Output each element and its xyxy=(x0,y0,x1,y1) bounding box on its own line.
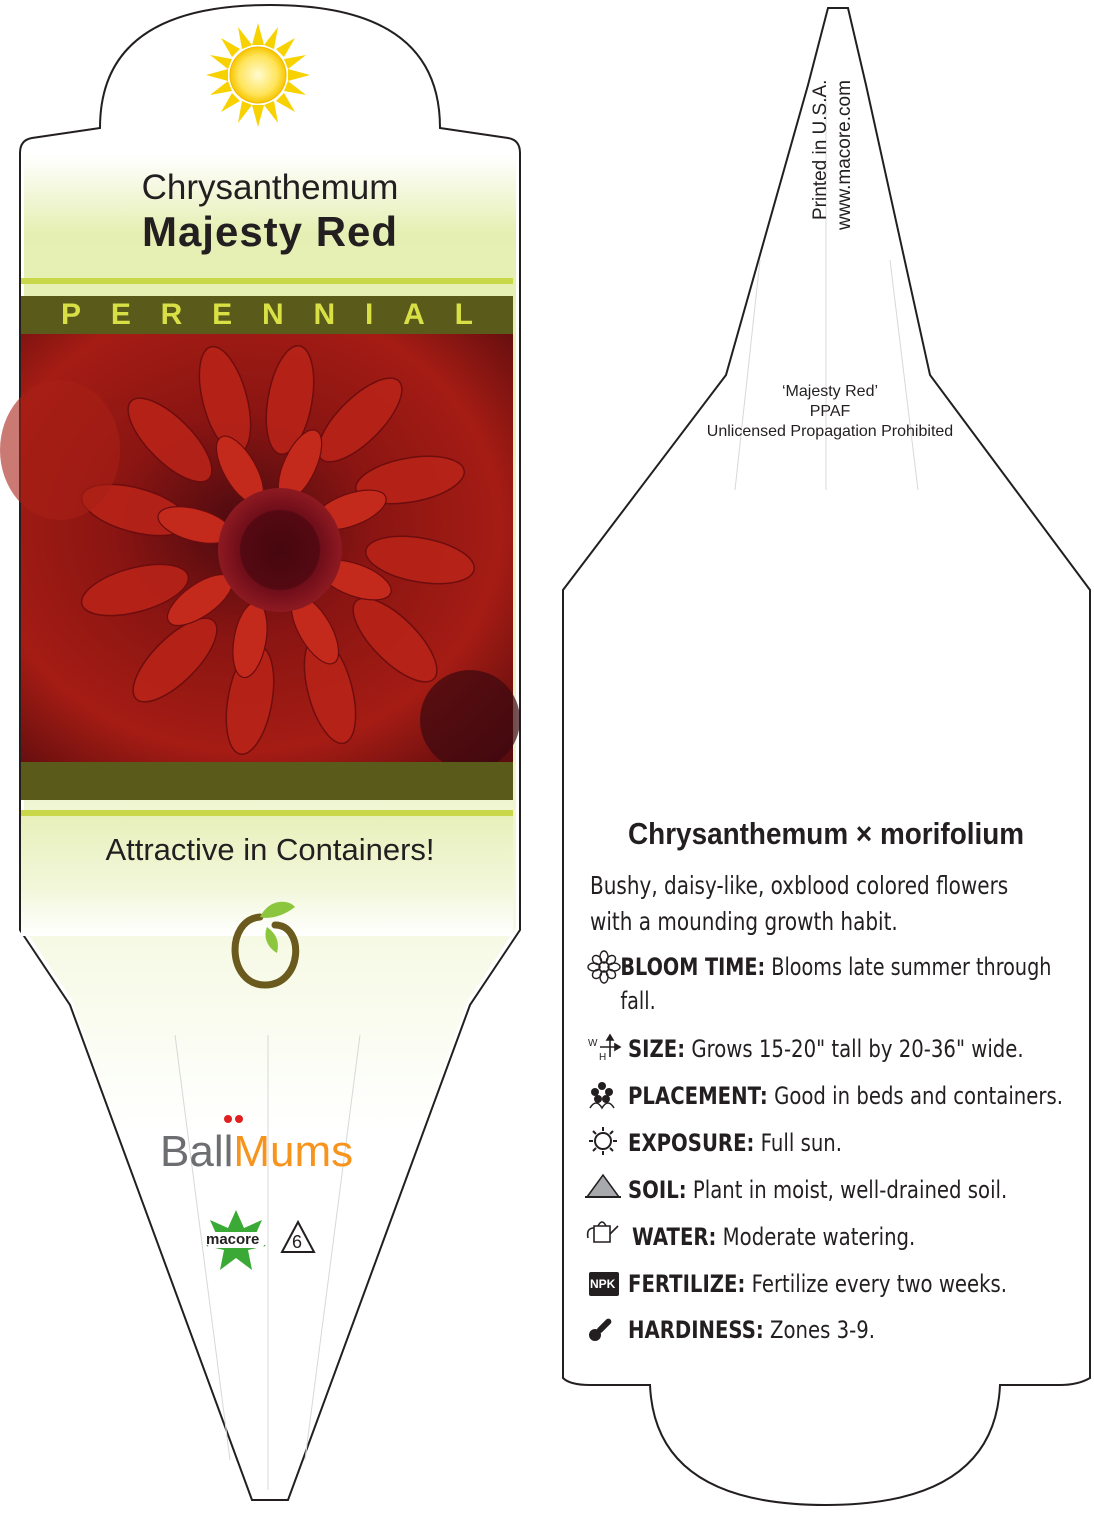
care-text: Grows 15-20" tall by 20-36" wide. xyxy=(691,1035,1024,1063)
care-label: SOIL: xyxy=(628,1176,687,1204)
scientific-name-text: Chrysanthemum × morifolium xyxy=(627,816,1025,851)
brand-part-mums: Mums xyxy=(233,1127,354,1176)
flower-photo xyxy=(0,334,520,770)
patent-variety: ‘Majesty Red’ xyxy=(781,383,879,400)
care-label: BLOOM TIME: xyxy=(620,953,766,981)
size-icon-h: H xyxy=(599,1052,607,1063)
category-letter: P xyxy=(61,298,82,331)
category-letter: N xyxy=(261,298,284,331)
common-name: Chrysanthemum xyxy=(141,168,399,207)
category-label xyxy=(21,296,513,334)
care-label: FERTILIZE: xyxy=(628,1270,746,1298)
category-text xyxy=(21,296,513,334)
care-water xyxy=(632,1220,1094,1254)
category-letter: R xyxy=(160,298,183,331)
ball-mums-logo xyxy=(160,1127,353,1177)
care-label: WATER: xyxy=(632,1223,717,1251)
brand-part-ball: Ball xyxy=(160,1127,234,1176)
care-text: Full sun. xyxy=(760,1129,843,1157)
sun-icon xyxy=(206,23,310,127)
category-letter: A xyxy=(403,298,425,331)
description-text: Bushy, daisy-like, oxblood colored flowers with a mounding growth habit. xyxy=(590,871,1009,936)
care-text: Moderate watering. xyxy=(722,1223,916,1251)
care-text: Blooms late summer through fall. xyxy=(620,953,1052,1015)
care-text: Good in beds and containers. xyxy=(774,1082,1063,1110)
category-letter: N xyxy=(313,298,336,331)
category-letter: E xyxy=(212,298,233,331)
size-icon-w: W xyxy=(588,1038,598,1049)
care-size xyxy=(628,1032,1094,1066)
care-label: PLACEMENT: xyxy=(628,1082,768,1110)
npk-label: NPK xyxy=(590,1277,616,1291)
care-label: SIZE: xyxy=(628,1035,686,1063)
macore-label: macore xyxy=(206,1231,260,1248)
care-exposure xyxy=(628,1126,1094,1160)
category-letter: E xyxy=(110,298,131,331)
care-label: HARDINESS: xyxy=(628,1316,764,1344)
care-text: Zones 3-9. xyxy=(770,1316,876,1344)
patent-status: PPAF xyxy=(809,403,851,420)
band-bottom xyxy=(21,762,513,800)
category-letter: I xyxy=(364,298,374,331)
patent-notice xyxy=(640,382,1020,442)
printed-in: Printed in U.S.A. xyxy=(810,79,831,220)
description xyxy=(590,868,1060,940)
care-text: Fertilize every two weeks. xyxy=(751,1270,1008,1298)
patent-warning: Unlicensed Propagation Prohibited xyxy=(706,423,954,440)
printer-info xyxy=(792,70,855,240)
scientific-name xyxy=(560,816,1092,852)
care-label: EXPOSURE: xyxy=(628,1129,755,1157)
tagline: Attractive in Containers! xyxy=(105,832,435,867)
recycle-code: 6 xyxy=(292,1232,303,1252)
website: www.macore.com xyxy=(834,80,855,230)
care-bloom-time xyxy=(590,950,1060,1018)
care-text: Plant in moist, well-drained soil. xyxy=(692,1176,1008,1204)
category-letter: L xyxy=(454,298,473,331)
care-placement xyxy=(628,1079,1094,1113)
care-hardiness xyxy=(628,1313,1094,1347)
care-fertilize xyxy=(628,1267,1094,1301)
variety-name: Majesty Red xyxy=(141,208,399,255)
care-soil xyxy=(628,1173,1094,1207)
